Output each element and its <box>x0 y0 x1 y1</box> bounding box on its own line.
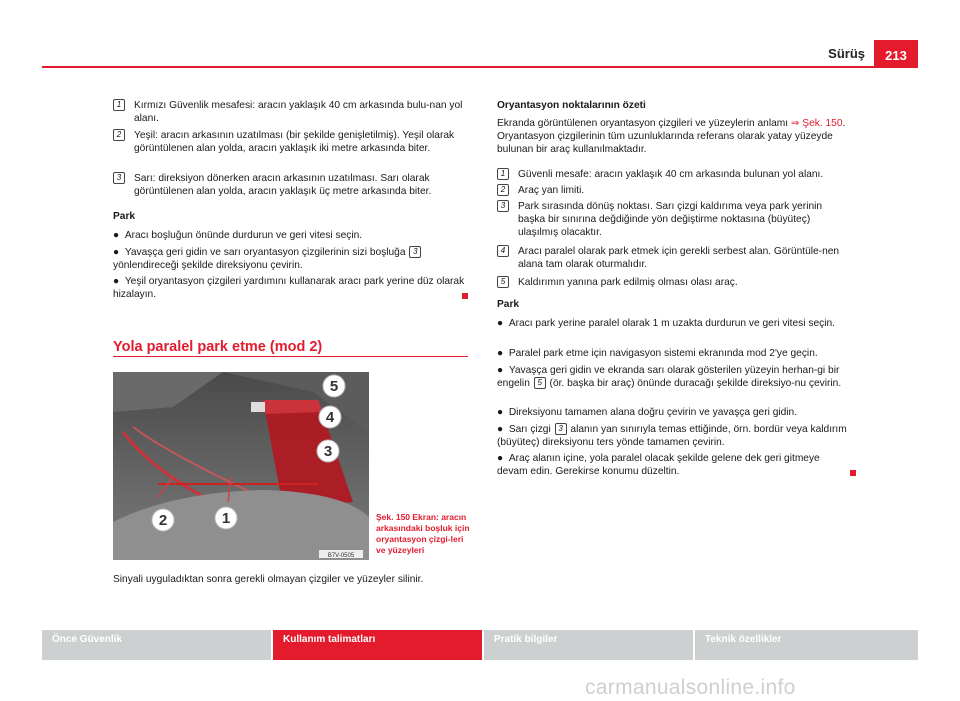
legend-text: Kırmızı Güvenlik mesafesi: aracın yaklaşık 40 cm arkasında bulu-nan yol alanı. <box>134 100 463 124</box>
legend-text: Sarı: direksiyon dönerken aracın arkasının uzatılması. Sarı olarak görüntülenen alan yolda, aracın yaklaşık üç metre arkasında biter. <box>134 173 432 197</box>
summary-text: Aracı paralel olarak park etmek için gerekli serbest alan. Görüntüle-nen alana tam olarak oturmalıdır. <box>518 246 840 270</box>
figure-callout: 2 <box>158 512 168 529</box>
bullet-dot: ● <box>497 318 509 329</box>
park-heading-left: Park <box>113 211 136 222</box>
summary-text: Park sırasında dönüş noktası. Sarı çizgi kaldırıma veya park yerinin başka bir sınırına değdiğinde yön değiştirme noktasına (büyüteç) ulaşılmış olacaktır. <box>518 201 823 238</box>
bullet-dot: ● <box>113 230 125 241</box>
bullet-dot: ● <box>497 407 509 418</box>
bullet-text: Yavaşça geri gidin ve sarı oryantasyon çizgilerinin sizi boşluğa <box>124 247 406 258</box>
footer-tab-label: Pratik bilgiler <box>494 634 558 645</box>
callout-badge: 3 <box>113 172 125 184</box>
figure-callout: 4 <box>325 409 335 426</box>
footer-tab-technical[interactable] <box>695 630 918 660</box>
callout-badge: 5 <box>497 276 509 288</box>
figure-link[interactable]: ⇒ Şek. 150 <box>790 118 843 129</box>
bullet-text: Yeşil oryantasyon çizgileri yardımını kullanarak aracı park yerine düz olarak hizalayın. <box>113 276 465 300</box>
footer-tab-practical[interactable] <box>484 630 693 660</box>
intro-text: . Oryantasyon çizgilerinin tüm uzunluklarında referans olarak yatay yüzeyde bulunan bir araç kullanılmaktadır. <box>497 118 846 155</box>
bullet-text: Aracı boşluğun önünde durdurun ve geri vitesi seçin. <box>124 230 363 241</box>
intro-text: Ekranda görüntülenen oryantasyon çizgileri ve yüzeylerin anlamı <box>497 118 789 129</box>
section-title: Yola paralel park etme (mod 2) <box>113 339 323 355</box>
header-rule <box>42 66 918 68</box>
left-bullet-2 <box>113 246 468 272</box>
right-bullet-3 <box>497 364 852 390</box>
end-marker <box>850 470 856 476</box>
bullet-text: Aracı park yerine paralel olarak 1 m uzakta durdurun ve geri vitesi seçin. <box>508 318 835 329</box>
figure-callout: 1 <box>221 510 231 527</box>
bullet-text: yönlendireceği şekilde direksiyonu çevirin. <box>113 260 303 271</box>
page-number: 213 <box>874 40 918 67</box>
summary-text: Araç yan limiti. <box>518 185 585 196</box>
left-bullet-3 <box>113 275 468 301</box>
footer-tab-instructions[interactable] <box>273 630 482 660</box>
legend-text: Yeşil: aracın arkasının uzatılması (bir şekilde genişletilmiş). Yeşil olarak görüntülenen alan yolda, aracın yaklaşık iki metre arkasında biter. <box>134 130 455 154</box>
bullet-text: Araç alanın içine, yola paralel olacak şekilde gelene dek geri gitmeye devam edin. Gerekirse konumu düzeltin. <box>497 453 820 477</box>
bullet-dot: ● <box>497 453 509 464</box>
bullet-dot: ● <box>497 348 509 359</box>
bullet-dot: ● <box>113 276 125 287</box>
callout-badge: 3 <box>409 246 421 258</box>
right-bullet-5 <box>497 423 852 449</box>
summary-text: Kaldırımın yanına park edilmiş olması olası araç. <box>518 277 738 288</box>
footer-tab-safety[interactable] <box>42 630 271 660</box>
bottom-note: Sinyali uyguladıktan sonra gerekli olmayan çizgiler ve yüzeyler silinir. <box>113 574 424 585</box>
callout-badge: 4 <box>497 245 509 257</box>
callout-badge: 5 <box>534 377 546 389</box>
end-marker <box>462 293 468 299</box>
watermark: carmanualsonline.info <box>585 676 796 699</box>
bullet-dot: ● <box>497 424 509 435</box>
bullet-dot: ● <box>113 247 125 258</box>
park-heading-right: Park <box>497 299 520 310</box>
section-rule <box>113 356 468 357</box>
bullet-text: Yavaşça geri gidin ve ekranda sarı olarak gösterilen yüzeyin herhan-gi bir engelin <box>497 365 840 389</box>
footer-tab-label: Teknik özellikler <box>705 634 782 645</box>
footer-tab-label: Kullanım talimatları <box>283 634 376 645</box>
callout-badge: 1 <box>113 99 125 111</box>
callout-badge: 3 <box>555 423 567 435</box>
right-bullet-6 <box>497 452 852 478</box>
callout-badge: 1 <box>497 168 509 180</box>
figure-caption: Şek. 150 Ekran: aracın arkasındaki boşluk için oryantasyon çizgi-leri ve yüzeyleri <box>376 512 470 555</box>
chapter-title: Sürüş <box>828 46 865 61</box>
bullet-text: alanın yan sınırıyla temas ettiğinde, örn. bordür veya kaldırım (büyüteç) direksiyonu ters yönde tamamen çevirin. <box>497 424 847 448</box>
bullet-text: Direksiyonu tamamen alana doğru çevirin ve yavaşça geri gidin. <box>508 407 798 418</box>
callout-badge: 3 <box>497 200 509 212</box>
callout-badge: 2 <box>497 184 509 196</box>
parking-camera-image <box>113 372 369 560</box>
figure-code: B7V-0505 <box>327 553 355 559</box>
summary-heading: Oryantasyon noktalarının özeti <box>497 100 646 111</box>
figure-callout: 3 <box>323 443 333 460</box>
bullet-text: Paralel park etme için navigasyon sistemi ekranında mod 2'ye geçin. <box>508 348 818 359</box>
bullet-dot: ● <box>497 365 509 376</box>
left-bullet-1 <box>113 229 468 242</box>
right-bullet-4 <box>497 406 852 419</box>
bullet-text: (ör. başka bir araç) önünde duracağı şekilde direksiyo-nu çevirin. <box>549 378 842 389</box>
right-bullet-1 <box>497 317 852 330</box>
callout-badge: 2 <box>113 129 125 141</box>
summary-intro <box>497 117 852 156</box>
summary-text: Güvenli mesafe: aracın yaklaşık 40 cm arkasında bulunan yol alanı. <box>518 169 824 180</box>
figure-parking-display <box>113 372 369 560</box>
right-bullet-2 <box>497 347 852 360</box>
footer-tab-label: Önce Güvenlik <box>52 634 123 645</box>
figure-callout: 5 <box>329 378 339 395</box>
bullet-text: Sarı çizgi <box>508 424 551 435</box>
